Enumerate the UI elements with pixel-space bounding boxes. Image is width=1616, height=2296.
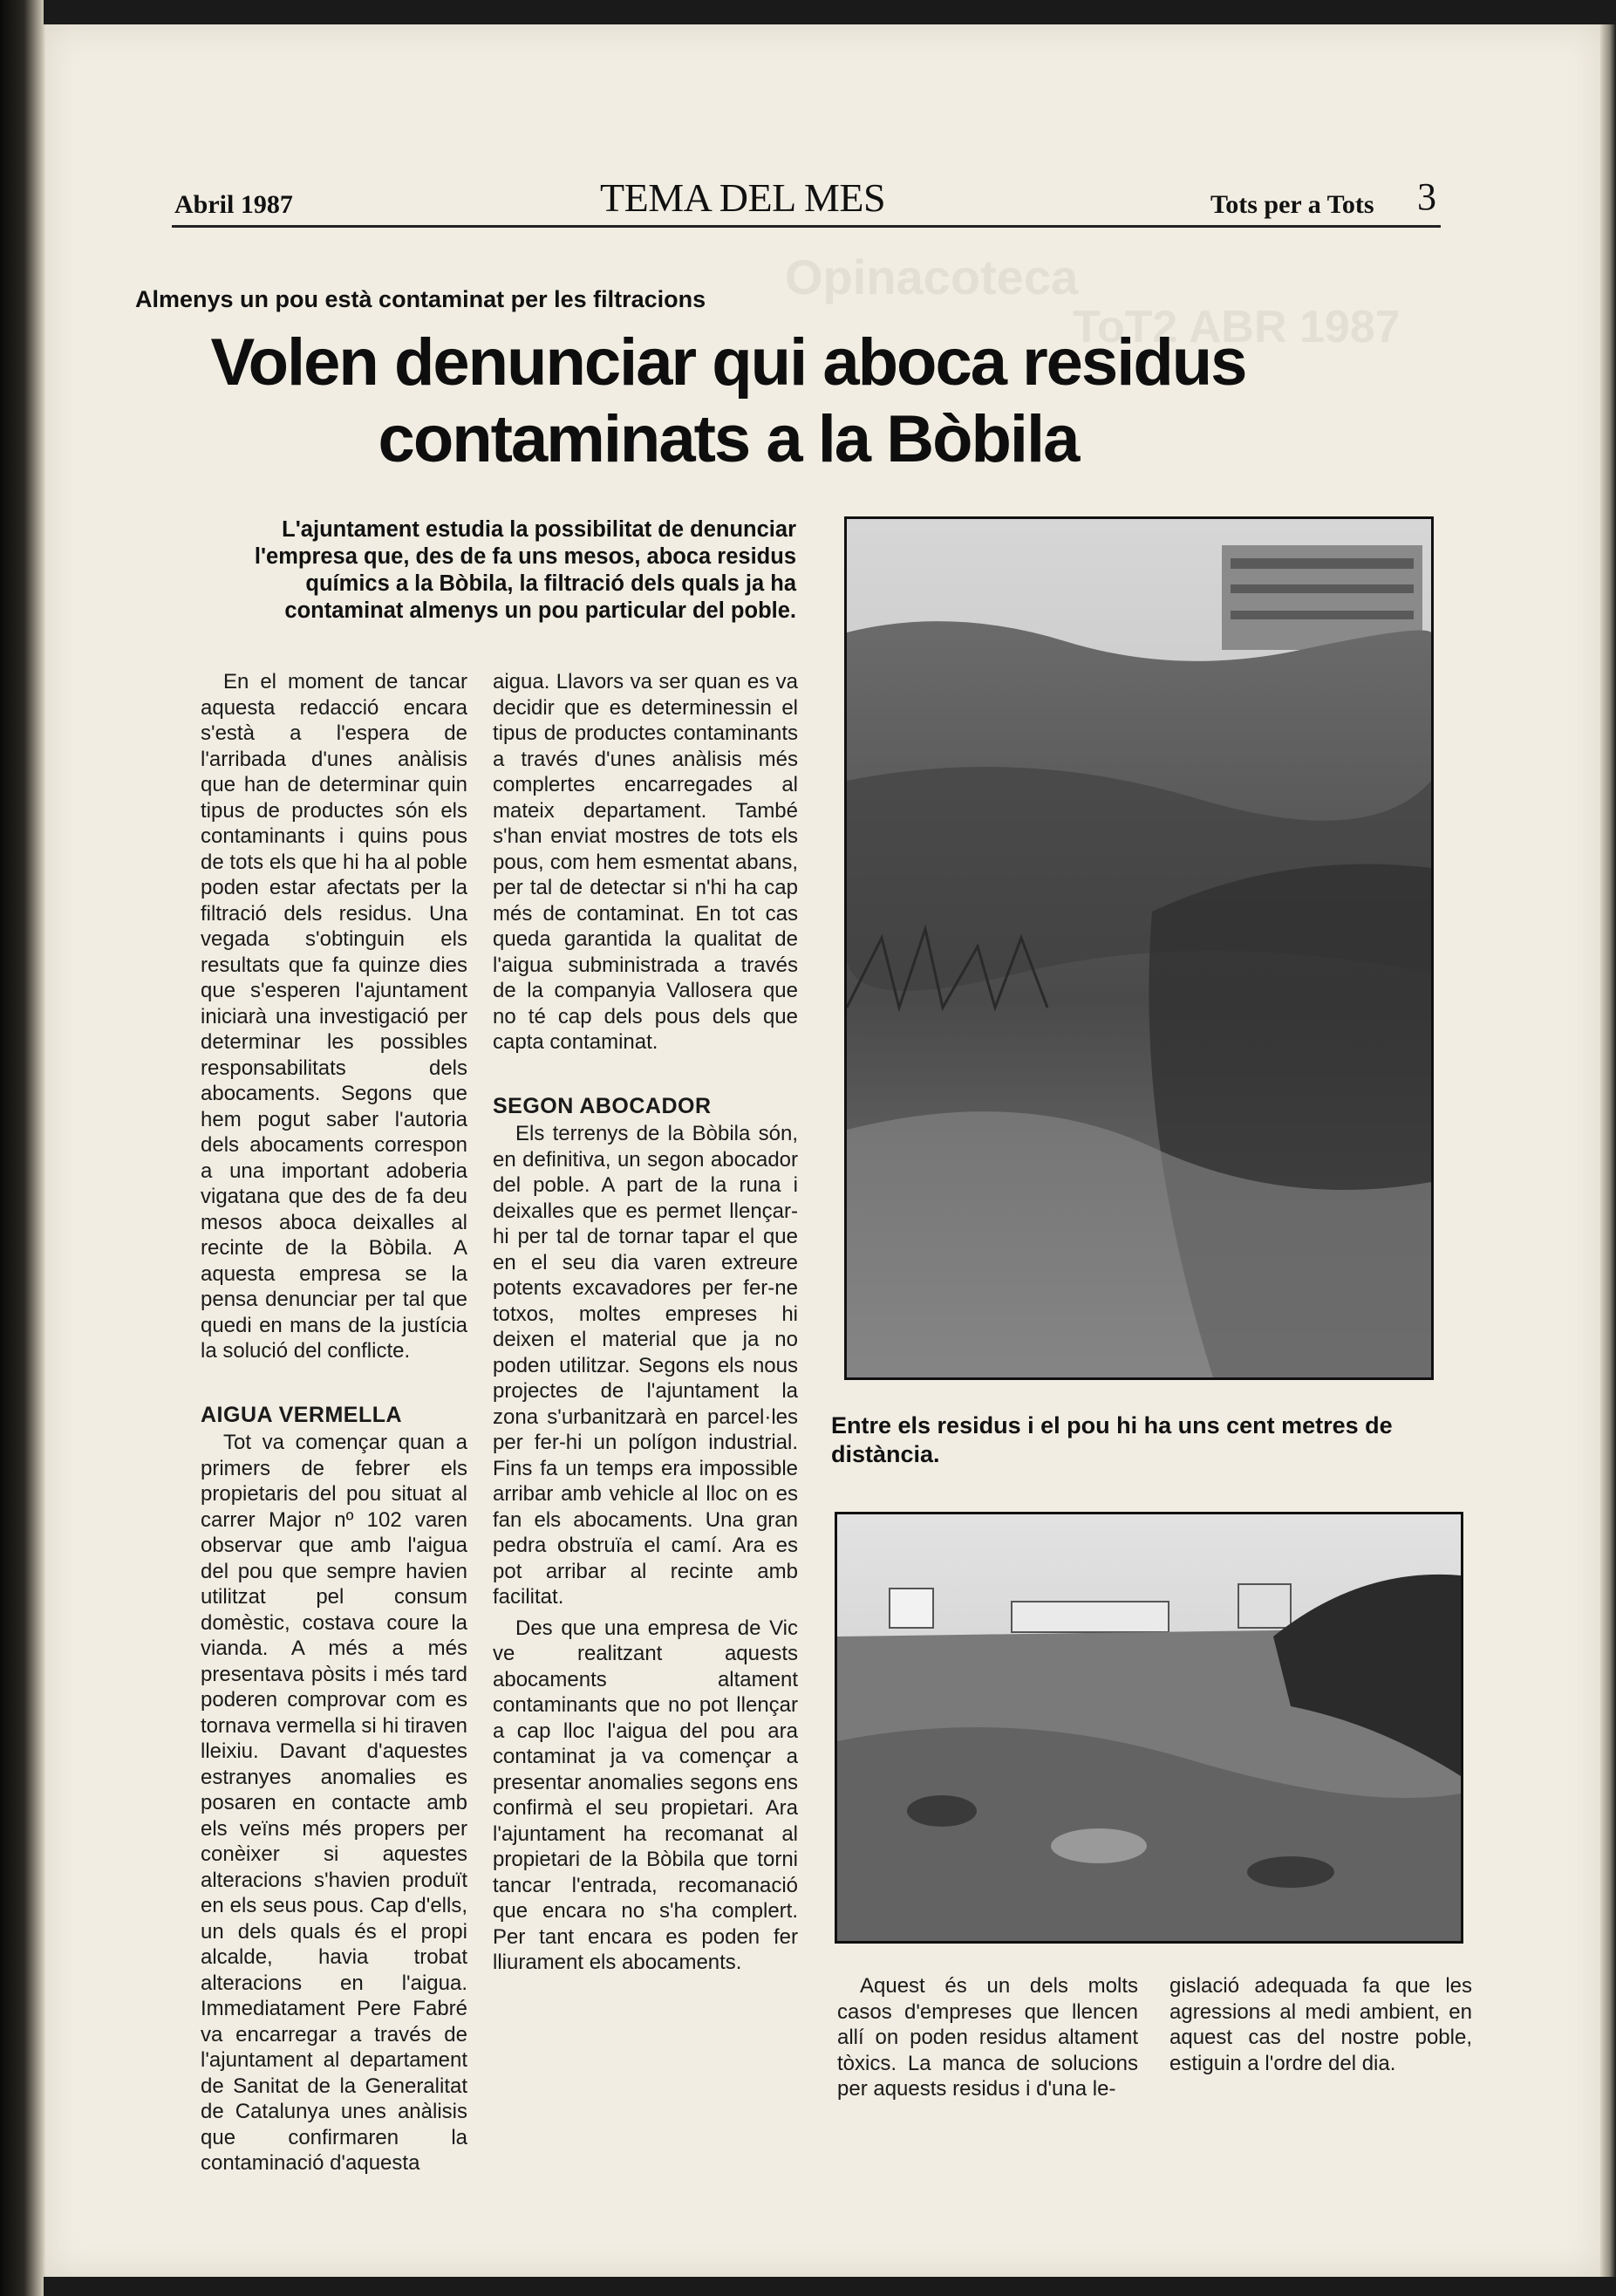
headline-line-2: contaminats a la Bòbila: [378, 402, 1079, 476]
article-lede: L'ajuntament estudia la possibilitat de denunciar l'empresa que, des de fa uns mesos, aboca residus químics a la Bòbila, la filtració dels quals ja ha contaminat almenys un pou particular del poble.: [254, 517, 796, 623]
text-column-2: [493, 669, 798, 1976]
paragraph: Els terrenys de la Bòbila són, en definitiva, un segon abocador del poble. A part de la runa i deixalles que es permet llençar-hi per tal de tornar tapar el que en el seu dia varen extreure potents excavadores per fer-ne totxos, moltes empreses hi deixen el material que ja no poden utilitzar. Segons els nous projectes de l'ajuntament la zona s'urbanitzarà en parcel·les per fer-hi un polígon industrial. Fins fa un temps era impossible arribar amb vehicle al lloc on es fan els abocaments. Una gran pedra obstruïa el camí. Ara es pot arribar al recinte amb facilitat.: [493, 1122, 798, 1609]
paragraph: Tot va començar quan a primers de febrer els propietaris del pou situat al carrer Major nº 102 varen observar que amb l'aigua del pou que sempre havien utilitzat pel consum domèstic, costava coure la vianda. A més a més presentava pòsits i més tard poderen comprovar com es tornava vermella si hi tiraven lleixiu. Davant d'aquestes estranyes anomalies es posaren en contacte amb els veïns més propers per conèixer si aquestes alteracions s'havien produït en els seus pous. Cap d'ells, un dels quals és el propi alcalde, havia trobat alteracions en l'aigua. Immediatament Pere Fabré va encarregar a través de l'ajuntament al departament de Sanitat de la Generalitat de Catalunya unes anàlisis que confirmaren la contaminació d'aquesta: [201, 1431, 467, 2175]
subheading: SEGON ABOCADOR: [493, 1093, 712, 1118]
subheading: AIGUA VERMELLA: [201, 1402, 403, 1427]
header-rule: [172, 225, 1441, 228]
text-column-3: [837, 1973, 1138, 2102]
binding-spine: [0, 0, 44, 2296]
paragraph: Aquest és un dels molts casos d'empreses que llencen allí on poden residus altament tòxics. La manca de solucions per aquests residus i d'una le-: [837, 1974, 1138, 2101]
show-through-text: ToT2 ABR 1987: [1073, 302, 1401, 352]
paragraph: aigua. Llavors va ser quan es va decidir que es determinessin el tipus de productes contaminants a través d'unes anàlisis més complertes encarregades al mateix departament. També s'han enviat mostres de tots els pous, com hem esmentat abans, per tal de detectar si n'hi ha cap més de contaminat. En tot cas queda garantida la qualitat de l'aigua subministrada a través de la companyia Vallosera que no té cap dels pous dels que capta contaminat.: [493, 670, 798, 1054]
issue-date: Abril 1987: [174, 190, 293, 219]
text-column-1: [201, 669, 467, 2176]
photo-waste-site: [844, 516, 1434, 1380]
page-number: 3: [1417, 175, 1436, 218]
photo-caption: Entre els residus i el pou hi ha uns cent metres de distància.: [831, 1412, 1393, 1467]
show-through-text: Opinacoteca: [785, 249, 1079, 304]
publication-name: Tots per a Tots: [1210, 190, 1374, 219]
paragraph: En el moment de tancar aquesta redacció encara s'està a l'espera de l'arribada d'unes anàlisis que han de determinar quin tipus de productes són els contaminants i quins pous de tots els que hi ha al poble poden estar afectats per la filtració dels residus. Una vegada s'obtinguin els resultats que fa quinze dies que s'esperen l'ajuntament iniciarà una investigació per determinar les possibles responsabilitats dels abocaments. Segons que hem pogut saber l'autoria dels abocaments correspon a una important adoberia vigatana que des de fa deu mesos aboca deixalles al recinte de la Bòbila. A aquesta empresa se la pensa denunciar per tal que quedi en mans de la justícia la solució del conflicte.: [201, 670, 467, 1363]
headline-line-1: Volen denunciar qui aboca residus: [210, 325, 1246, 400]
photo-riverbed-image: [837, 1514, 1461, 1941]
page-edge: [1600, 24, 1616, 2277]
text-column-4: [1169, 1973, 1472, 2076]
article-headline: [131, 325, 1326, 478]
section-title: TEMA DEL MES: [600, 175, 886, 220]
paragraph: gislació adequada fa que les agressions al medi ambient, en aquest cas del nostre poble, estiguin a l'ordre del dia.: [1169, 1974, 1472, 2075]
paragraph: Des que una empresa de Vic ve realitzant aquests abocaments altament contaminants que no pot llençar a cap lloc l'aigua del pou ara contaminat ja va començar a presentar anomalies segons ens confirmà el seu propietari. Ara l'ajuntament ha recomanat al propietari de la Bòbila que torni tancar l'entrada, recomanació que encara no s'ha complert. Per tant encara es poden fer lliurament els abocaments.: [493, 1616, 798, 1974]
article-kicker: Almenys un pou està contaminat per les filtracions: [135, 286, 706, 312]
photo-riverbed: [835, 1512, 1463, 1944]
photo-waste-site-image: [847, 519, 1431, 1377]
